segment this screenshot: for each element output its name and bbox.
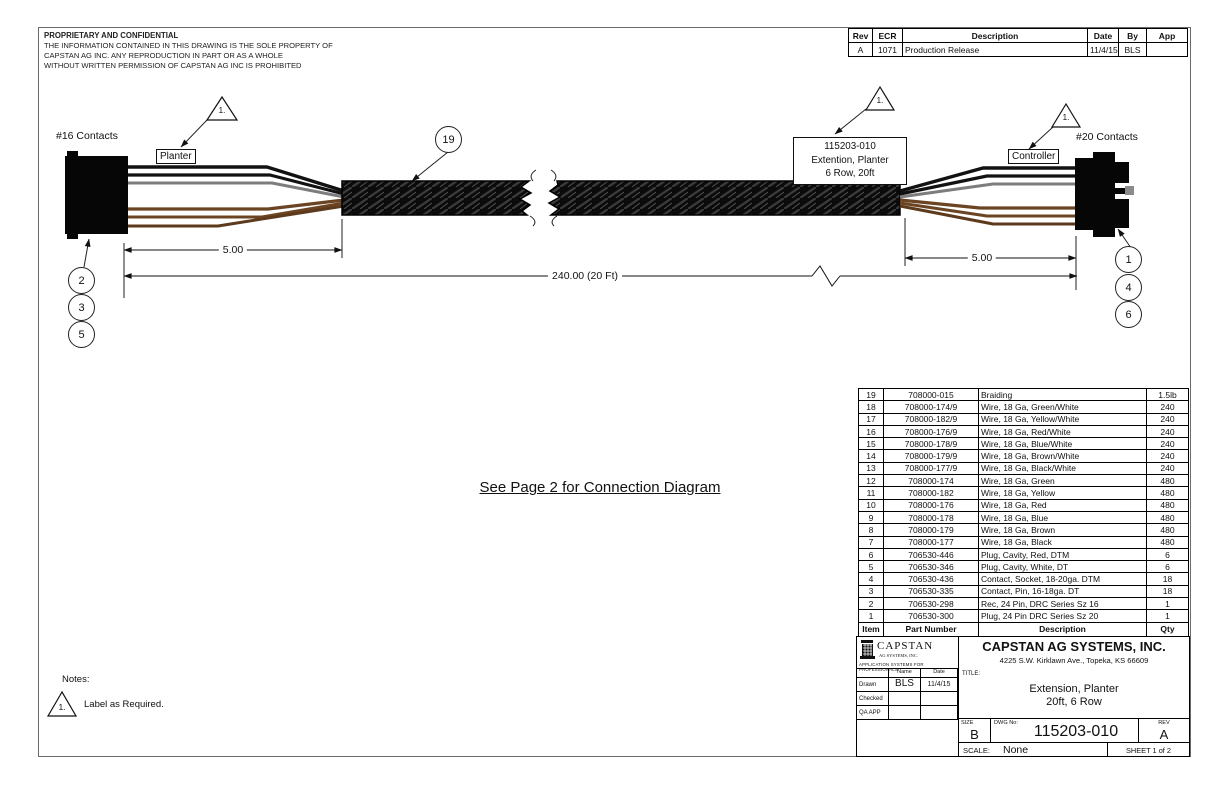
table-row xyxy=(859,499,1189,511)
table-row xyxy=(859,536,1189,548)
right-connector xyxy=(1075,152,1134,237)
table-cell: 15 xyxy=(859,438,884,450)
table-cell: 2 xyxy=(859,598,884,610)
balloon-item: 3 xyxy=(68,294,95,321)
scale-cell xyxy=(959,743,1108,756)
logo-name: CAPSTAN xyxy=(877,640,934,652)
signoff-table xyxy=(857,669,959,756)
qty-col-header: Qty xyxy=(1147,622,1189,636)
table-cell: 708000-177/9 xyxy=(884,462,979,474)
table-cell: 1 xyxy=(859,610,884,622)
rev-label: REV xyxy=(1158,720,1170,726)
scale-value: None xyxy=(1003,744,1029,756)
signoff-row-label: Checked xyxy=(857,692,889,706)
table-row xyxy=(859,462,1189,474)
title-cell xyxy=(959,669,1189,719)
proprietary-line: THE INFORMATION CONTAINED IN THIS DRAWING IS THE SOLE PROPERTY OF xyxy=(44,41,333,50)
rev-value: A xyxy=(1159,727,1169,742)
by-col-header: By xyxy=(1119,29,1147,43)
balloon-item: 5 xyxy=(68,321,95,348)
table-row xyxy=(859,610,1189,622)
proprietary-line: WITHOUT WRITTEN PERMISSION OF CAPSTAN AG INC IS PROHIBITED xyxy=(44,61,302,70)
table-cell: Wire, 18 Ga, Blue xyxy=(979,511,1147,523)
table-cell: 18 xyxy=(859,401,884,413)
table-cell: 708000-174/9 xyxy=(884,401,979,413)
table-cell: 708000-179 xyxy=(884,524,979,536)
table-cell: 708000-178 xyxy=(884,511,979,523)
controller-label: Controller xyxy=(1008,149,1059,164)
part-number-line: Extention, Planter xyxy=(811,154,889,166)
rev-col-header: Rev xyxy=(849,29,873,43)
table-cell: 240 xyxy=(1147,438,1189,450)
table-cell: BLS xyxy=(1119,43,1147,57)
table-row xyxy=(859,401,1189,413)
part-number-label xyxy=(793,137,907,185)
left-connector xyxy=(65,151,128,239)
app-col-header: App xyxy=(1147,29,1188,43)
table-cell: 706530-335 xyxy=(884,585,979,597)
table-cell: Contact, Pin, 16-18ga. DT xyxy=(979,585,1147,597)
sheet-number: SHEET 1 of 2 xyxy=(1125,746,1172,755)
table-cell: 706530-300 xyxy=(884,610,979,622)
right-contacts-label: #20 Contacts xyxy=(1076,131,1138,143)
table-row xyxy=(859,548,1189,560)
proprietary-line: CAPSTAN AG INC. ANY REPRODUCTION IN PART OR AS A WHOLE xyxy=(44,51,283,60)
table-cell: 11 xyxy=(859,487,884,499)
table-cell: 11/4/15 xyxy=(1088,43,1119,57)
signoff-name-value: BLS xyxy=(889,678,921,692)
sheet-cell xyxy=(1108,743,1189,756)
table-row xyxy=(859,389,1189,401)
table-row xyxy=(859,475,1189,487)
table-cell: 18 xyxy=(1147,585,1189,597)
table-cell: 1 xyxy=(1147,610,1189,622)
table-cell: Wire, 18 Ga, Green/White xyxy=(979,401,1147,413)
table-cell: 706530-446 xyxy=(884,548,979,560)
table-cell: 480 xyxy=(1147,499,1189,511)
table-cell: Wire, 18 Ga, Yellow/White xyxy=(979,413,1147,425)
signoff-name-header: Name xyxy=(889,669,921,678)
signoff-date-value xyxy=(921,706,958,720)
table-cell: 240 xyxy=(1147,450,1189,462)
balloon-item: 2 xyxy=(68,267,95,294)
flag-note-number: 1. xyxy=(58,702,66,712)
title-block xyxy=(856,636,1190,757)
title-label: TITLE: xyxy=(962,671,981,677)
table-cell: 480 xyxy=(1147,475,1189,487)
table-cell: 706530-436 xyxy=(884,573,979,585)
date-col-header: Date xyxy=(1088,29,1119,43)
signoff-name-value xyxy=(889,706,921,720)
right-wires xyxy=(900,168,1077,224)
note-text: Label as Required. xyxy=(84,699,164,710)
dwg-no-label: DWG No: xyxy=(994,720,1018,726)
table-cell: 6 xyxy=(1147,548,1189,560)
planter-label: Planter xyxy=(156,149,196,164)
capstan-logo-icon xyxy=(860,640,876,660)
table-cell: 13 xyxy=(859,462,884,474)
table-cell: 240 xyxy=(1147,425,1189,437)
table-cell: 5 xyxy=(859,561,884,573)
item-col-header: Item xyxy=(859,622,884,636)
table-cell: 480 xyxy=(1147,524,1189,536)
table-cell: A xyxy=(849,43,873,57)
table-row xyxy=(859,573,1189,585)
part-number-col-header: Part Number xyxy=(884,622,979,636)
table-cell: Wire, 18 Ga, Yellow xyxy=(979,487,1147,499)
table-cell: Braiding xyxy=(979,389,1147,401)
table-cell: 12 xyxy=(859,475,884,487)
table-row xyxy=(859,425,1189,437)
signoff-name-value xyxy=(889,692,921,706)
table-cell: 3 xyxy=(859,585,884,597)
table-cell: 9 xyxy=(859,511,884,523)
table-cell: 708000-177 xyxy=(884,536,979,548)
table-cell: 16 xyxy=(859,425,884,437)
drawing-title-line1: Extension, Planter xyxy=(1029,683,1119,695)
size-label: SIZE xyxy=(961,720,974,726)
table-cell: 708000-176/9 xyxy=(884,425,979,437)
part-number-line: 115203-010 xyxy=(824,141,876,152)
signoff-row-label: QA APP xyxy=(857,706,889,720)
table-cell: 708000-182/9 xyxy=(884,413,979,425)
table-cell: 14 xyxy=(859,450,884,462)
drawing-title-line2: 20ft, 6 Row xyxy=(1046,696,1102,708)
description-col-header: Description xyxy=(979,622,1147,636)
see-page-2-note: See Page 2 for Connection Diagram xyxy=(479,479,721,496)
table-cell: Rec, 24 Pin, DRC Series Sz 16 xyxy=(979,598,1147,610)
table-row xyxy=(859,487,1189,499)
logo-subname: AG SYSTEMS, INC. xyxy=(879,653,919,658)
left-contacts-label: #16 Contacts xyxy=(56,130,118,142)
signoff-date-value xyxy=(921,692,958,706)
table-cell: 240 xyxy=(1147,401,1189,413)
table-cell: 6 xyxy=(859,548,884,560)
proprietary-title: PROPRIETARY AND CONFIDENTIAL xyxy=(44,31,179,40)
table-cell: 708000-176 xyxy=(884,499,979,511)
table-cell: Plug, 24 Pin DRC Series Sz 20 xyxy=(979,610,1147,622)
left-wires xyxy=(128,167,344,226)
flag-note-number: 1. xyxy=(1062,113,1070,122)
ecr-col-header: ECR xyxy=(873,29,903,43)
table-cell: Wire, 18 Ga, Red xyxy=(979,499,1147,511)
table-cell: 240 xyxy=(1147,462,1189,474)
table-row xyxy=(859,585,1189,597)
company-address: 4225 S.W. Kirklawn Ave., Topeka, KS 66609 xyxy=(999,656,1149,665)
table-row xyxy=(859,438,1189,450)
table-cell: 7 xyxy=(859,536,884,548)
table-cell: Wire, 18 Ga, Brown xyxy=(979,524,1147,536)
table-cell: 708000-182 xyxy=(884,487,979,499)
table-row xyxy=(859,598,1189,610)
balloon-item: 6 xyxy=(1115,301,1142,328)
table-row xyxy=(859,413,1189,425)
logo-tagline: APPLICATION SYSTEMS FOR PROFESSIONALS xyxy=(859,662,924,672)
table-cell: 706530-346 xyxy=(884,561,979,573)
table-cell: Wire, 18 Ga, Green xyxy=(979,475,1147,487)
table-cell: Wire, 18 Ga, Black xyxy=(979,536,1147,548)
table-row xyxy=(859,511,1189,523)
dimension-left: 5.00 xyxy=(219,244,247,256)
table-cell: Plug, Cavity, White, DT xyxy=(979,561,1147,573)
signoff-row-label: Drawn xyxy=(857,678,889,692)
table-cell: 708000-178/9 xyxy=(884,438,979,450)
bom-header-row xyxy=(859,622,1189,636)
signoff-date-header: Date xyxy=(921,669,958,678)
table-cell: 1 xyxy=(1147,598,1189,610)
table-cell: 240 xyxy=(1147,413,1189,425)
table-cell: 10 xyxy=(859,499,884,511)
table-cell: Wire, 18 Ga, Brown/White xyxy=(979,450,1147,462)
table-cell: 6 xyxy=(1147,561,1189,573)
table-cell: 480 xyxy=(1147,487,1189,499)
table-cell: 480 xyxy=(1147,511,1189,523)
company-name: CAPSTAN AG SYSTEMS, INC. xyxy=(982,639,1166,654)
table-cell: 706530-298 xyxy=(884,598,979,610)
rev-cell xyxy=(1139,719,1189,743)
dwg-no-value: 115203-010 xyxy=(1033,723,1119,740)
table-cell: 480 xyxy=(1147,536,1189,548)
bill-of-materials xyxy=(858,388,1189,637)
company-cell xyxy=(959,637,1189,669)
table-cell: Contact, Socket, 18-20ga. DTM xyxy=(979,573,1147,585)
size-value: B xyxy=(970,727,979,742)
table-cell: Production Release xyxy=(903,43,1088,57)
scale-label: SCALE: xyxy=(963,746,991,755)
notes-heading: Notes: xyxy=(62,674,90,685)
table-cell: 708000-015 xyxy=(884,389,979,401)
balloon-braid: 19 xyxy=(435,126,462,153)
table-cell: 1071 xyxy=(873,43,903,57)
dwg-cell xyxy=(991,719,1139,743)
flag-note-number: 1. xyxy=(218,106,226,115)
dimension-right: 5.00 xyxy=(968,252,996,264)
table-cell: 17 xyxy=(859,413,884,425)
dimension-overall: 240.00 (20 Ft) xyxy=(548,270,622,282)
table-row xyxy=(859,524,1189,536)
table-cell: Plug, Cavity, Red, DTM xyxy=(979,548,1147,560)
table-cell: 8 xyxy=(859,524,884,536)
table-cell: Wire, 18 Ga, Red/White xyxy=(979,425,1147,437)
part-number-line: 6 Row, 20ft xyxy=(825,168,875,179)
table-row xyxy=(859,450,1189,462)
table-cell: 18 xyxy=(1147,573,1189,585)
table-cell: 1.5lb xyxy=(1147,389,1189,401)
signoff-date-value: 11/4/15 xyxy=(921,678,958,692)
balloon-item: 4 xyxy=(1115,274,1142,301)
table-row xyxy=(859,561,1189,573)
flag-note-number: 1. xyxy=(876,96,884,105)
balloon-item: 1 xyxy=(1115,246,1142,273)
size-cell xyxy=(959,719,991,743)
description-col-header: Description xyxy=(903,29,1088,43)
table-cell: Wire, 18 Ga, Black/White xyxy=(979,462,1147,474)
table-cell: 708000-179/9 xyxy=(884,450,979,462)
table-cell: Wire, 18 Ga, Blue/White xyxy=(979,438,1147,450)
table-cell: 19 xyxy=(859,389,884,401)
table-cell: 708000-174 xyxy=(884,475,979,487)
table-cell: 4 xyxy=(859,573,884,585)
